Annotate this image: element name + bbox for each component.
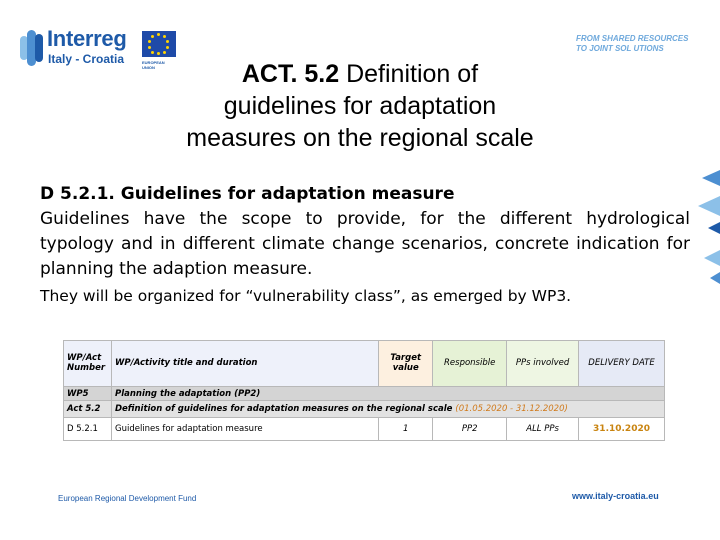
wp-title: Planning the adaptation (PP2): [111, 386, 664, 401]
footer-website-link[interactable]: www.italy-croatia.eu: [572, 491, 659, 501]
deliverable-heading: D 5.2.1. Guidelines for adaptation measure: [40, 184, 455, 204]
activity-table-wrapper: [63, 340, 665, 441]
logo-subtitle: Italy - Croatia: [48, 52, 125, 66]
header-responsible: Responsible: [433, 341, 507, 387]
slogan-line-2: TO JOINT SOL UTIONS: [576, 44, 664, 53]
eu-flag-icon: [142, 31, 176, 57]
table-header-row: [64, 341, 665, 387]
side-decoration-icon: [690, 0, 720, 540]
body-paragraph: Guidelines have the scope to provide, for the different hydrological typology and in different climate change scenarios, concrete indication for planning the adaption measure.: [40, 209, 690, 279]
act-number: Act 5.2: [64, 401, 112, 418]
body-paragraph-2: They will be organized for “vulnerability class”, as emerged by WP3.: [40, 287, 572, 305]
body-text: [40, 182, 690, 308]
footer-fund: European Regional Development Fund: [58, 494, 197, 503]
deliverable-responsible: PP2: [433, 418, 507, 441]
header-pps: PPs involved: [507, 341, 579, 387]
header-number: WP/Act Number: [64, 341, 112, 387]
header-target: Target value: [379, 341, 433, 387]
title-line-3: measures on the regional scale: [186, 124, 534, 152]
slide-title: [140, 58, 580, 154]
activity-table: [63, 340, 665, 441]
deliverable-target: 1: [379, 418, 433, 441]
table-row: [64, 401, 665, 418]
slogan: [576, 34, 688, 54]
title-line-1-rest: Definition of: [339, 60, 479, 88]
header-title: WP/Activity title and duration: [111, 341, 378, 387]
deliverable-number: D 5.2.1: [64, 418, 112, 441]
deliverable-pps: ALL PPs: [507, 418, 579, 441]
deliverable-date: 31.10.2020: [579, 418, 665, 441]
table-row: [64, 386, 665, 401]
table-row: [64, 418, 665, 441]
act-title-cell: [111, 401, 664, 418]
interreg-mark-icon: [18, 28, 44, 68]
title-bold: ACT. 5.2: [241, 60, 340, 88]
eu-caption: EUROPEAN UNION: [142, 60, 165, 70]
title-line-1: [140, 58, 580, 90]
title-line-2: guidelines for adaptation: [223, 92, 497, 120]
act-duration: (01.05.2020 - 31.12.2020): [455, 404, 568, 415]
wp-number: WP5: [64, 386, 112, 401]
deliverable-title: Guidelines for adaptation measure: [111, 418, 378, 441]
logo-wordmark: Interreg: [47, 26, 127, 51]
header-delivery: DELIVERY DATE: [579, 341, 665, 387]
act-title: Definition of guidelines for adaptation measures on the regional scale: [114, 404, 453, 415]
slogan-line-1: FROM SHARED RESOURCES: [576, 34, 689, 43]
